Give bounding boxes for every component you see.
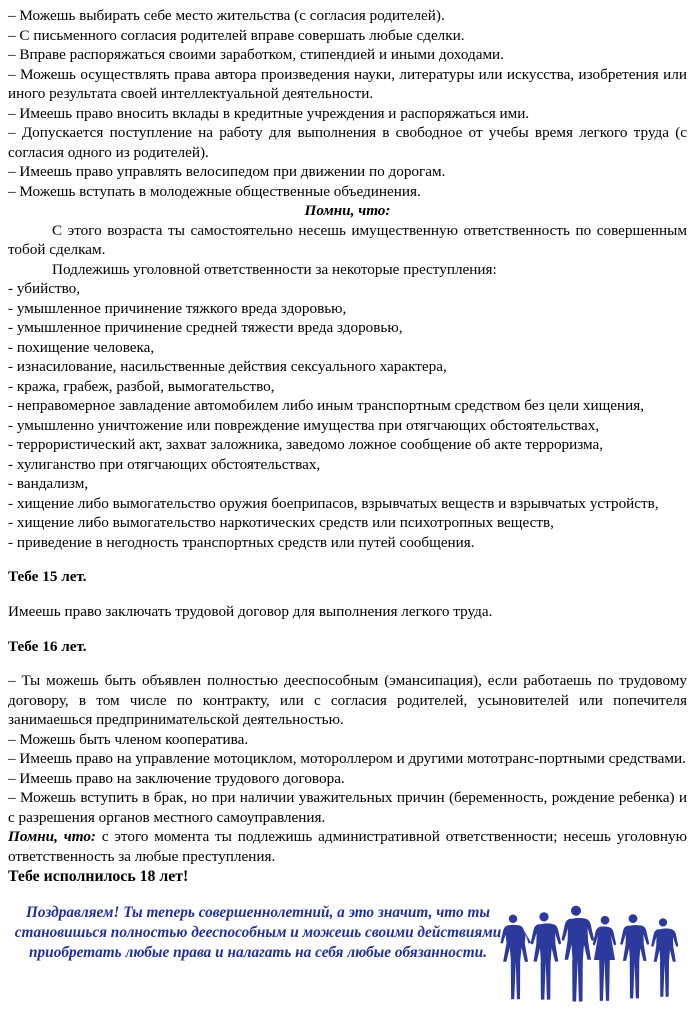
list-item: - похищение человека, [8,338,155,356]
congrats-text: Поздравляем! Ты теперь совершеннолетний, а это значит, что ты становишься полностью дееспособным и можешь своими действиями приобретать любые права и налагать на себя любые обязанности. [14,904,502,962]
age-15-text: Имеешь право заключать трудовой договор для выполнения легкого труда. [8,602,493,620]
list-item: - вандализм, [8,475,89,492]
list-item: – Ты можешь быть объявлен полностью дееспособным (эмансипация), если работаешь по трудовому договору, в том числе по контракту, или с согласия родителей, усыновителей или попечителя занимаешься предпринимательской деятельностью. [8,672,691,729]
list-item: - хищение либо вымогательство наркотических средств или психотропных веществ, [8,514,554,531]
age-16-list [8,671,691,827]
list-item: - приведение в негодность транспортных средств или путей сообщения. [8,533,475,551]
list-item: – Вправе распоряжаться своими заработком, стипендией и иными доходами. [8,46,504,63]
list-item: - террористический акт, захват заложника, заведомо ложное сообщение об акте терроризма, [8,436,604,453]
list-item: - убийство, [8,280,81,297]
list-item: - изнасилование, насильственные действия сексуального характера, [8,358,447,375]
list-item: - умышленное причинение средней тяжести вреда здоровью, [8,319,403,336]
list-item: - кража, грабеж, разбой, вымогательство, [8,377,275,395]
list-item: – Имеешь право управлять велосипедом при движении по дорогам. [8,163,446,180]
remember-text-1: С этого возраста ты самостоятельно несешь имущественную ответственность по совершенным тобой сделкам. [8,221,691,258]
age-18-heading: Тебе исполнилось 18 лет! [8,868,189,886]
list-item: – Имеешь право на управление мотоциклом, мотороллером и другими мототранс-портными средствами. [8,750,686,768]
list-item: - умышленное причинение тяжкого вреда здоровью, [8,299,347,317]
list-item: – Можешь осуществлять права автора произведения науки, литературы или искусства, изобретения или иного результата своей интеллектуальной деятельности. [8,65,691,102]
list-item: – Можешь вступать в молодежные общественные объединения. [8,182,421,200]
list-item: - неправомерное завладение автомобилем либо иным транспортным средством без цели хищения, [8,397,645,414]
rights-14-list [8,6,691,201]
congrats-block [8,903,687,1011]
criminal-liability-intro: Подлежишь уголовной ответственности за некоторые преступления: [52,260,497,278]
remember-text-2: с этого момента ты подлежишь административной ответственности; несешь уголовную ответственность за любые преступления. [8,828,691,865]
list-item: – Имеешь право вносить вклады в кредитные учреждения и распоряжаться ими. [8,104,530,122]
list-item: - хищение либо вымогательство оружия боеприпасов, взрывчатых веществ и взрывчатых устройств, [8,494,659,512]
list-item: – Допускается поступление на работу для выполнения в свободное от учебы время легкого труда (с согласия одного из родителей). [8,124,691,161]
list-item: – Можешь вступить в брак, но при наличии уважительных причин (беременность, рождение ребенка) и с разрешения органов местного самоуправления. [8,789,691,826]
age-16-heading: Тебе 16 лет. [8,637,87,655]
list-item: - хулиганство при отягчающих обстоятельствах, [8,455,321,473]
list-item: – Имеешь право на заключение трудового договора. [8,769,345,787]
age-15-heading: Тебе 15 лет. [8,568,87,586]
remember-label-2: Помни, что: [8,828,96,846]
crimes-list [8,279,687,552]
list-item: – Можешь выбирать себе место жительства (с согласия родителей). [8,7,445,24]
people-silhouettes-icon [497,897,683,1005]
remember-label-1: Помни, что: [304,202,391,219]
list-item: – Можешь быть членом кооператива. [8,730,249,748]
list-item: - умышленно уничтожение или повреждение имущества при отягчающих обстоятельствах, [8,416,600,434]
age-16-remember [8,827,691,866]
list-item: – С письменного согласия родителей вправе совершать любые сделки. [8,26,465,44]
